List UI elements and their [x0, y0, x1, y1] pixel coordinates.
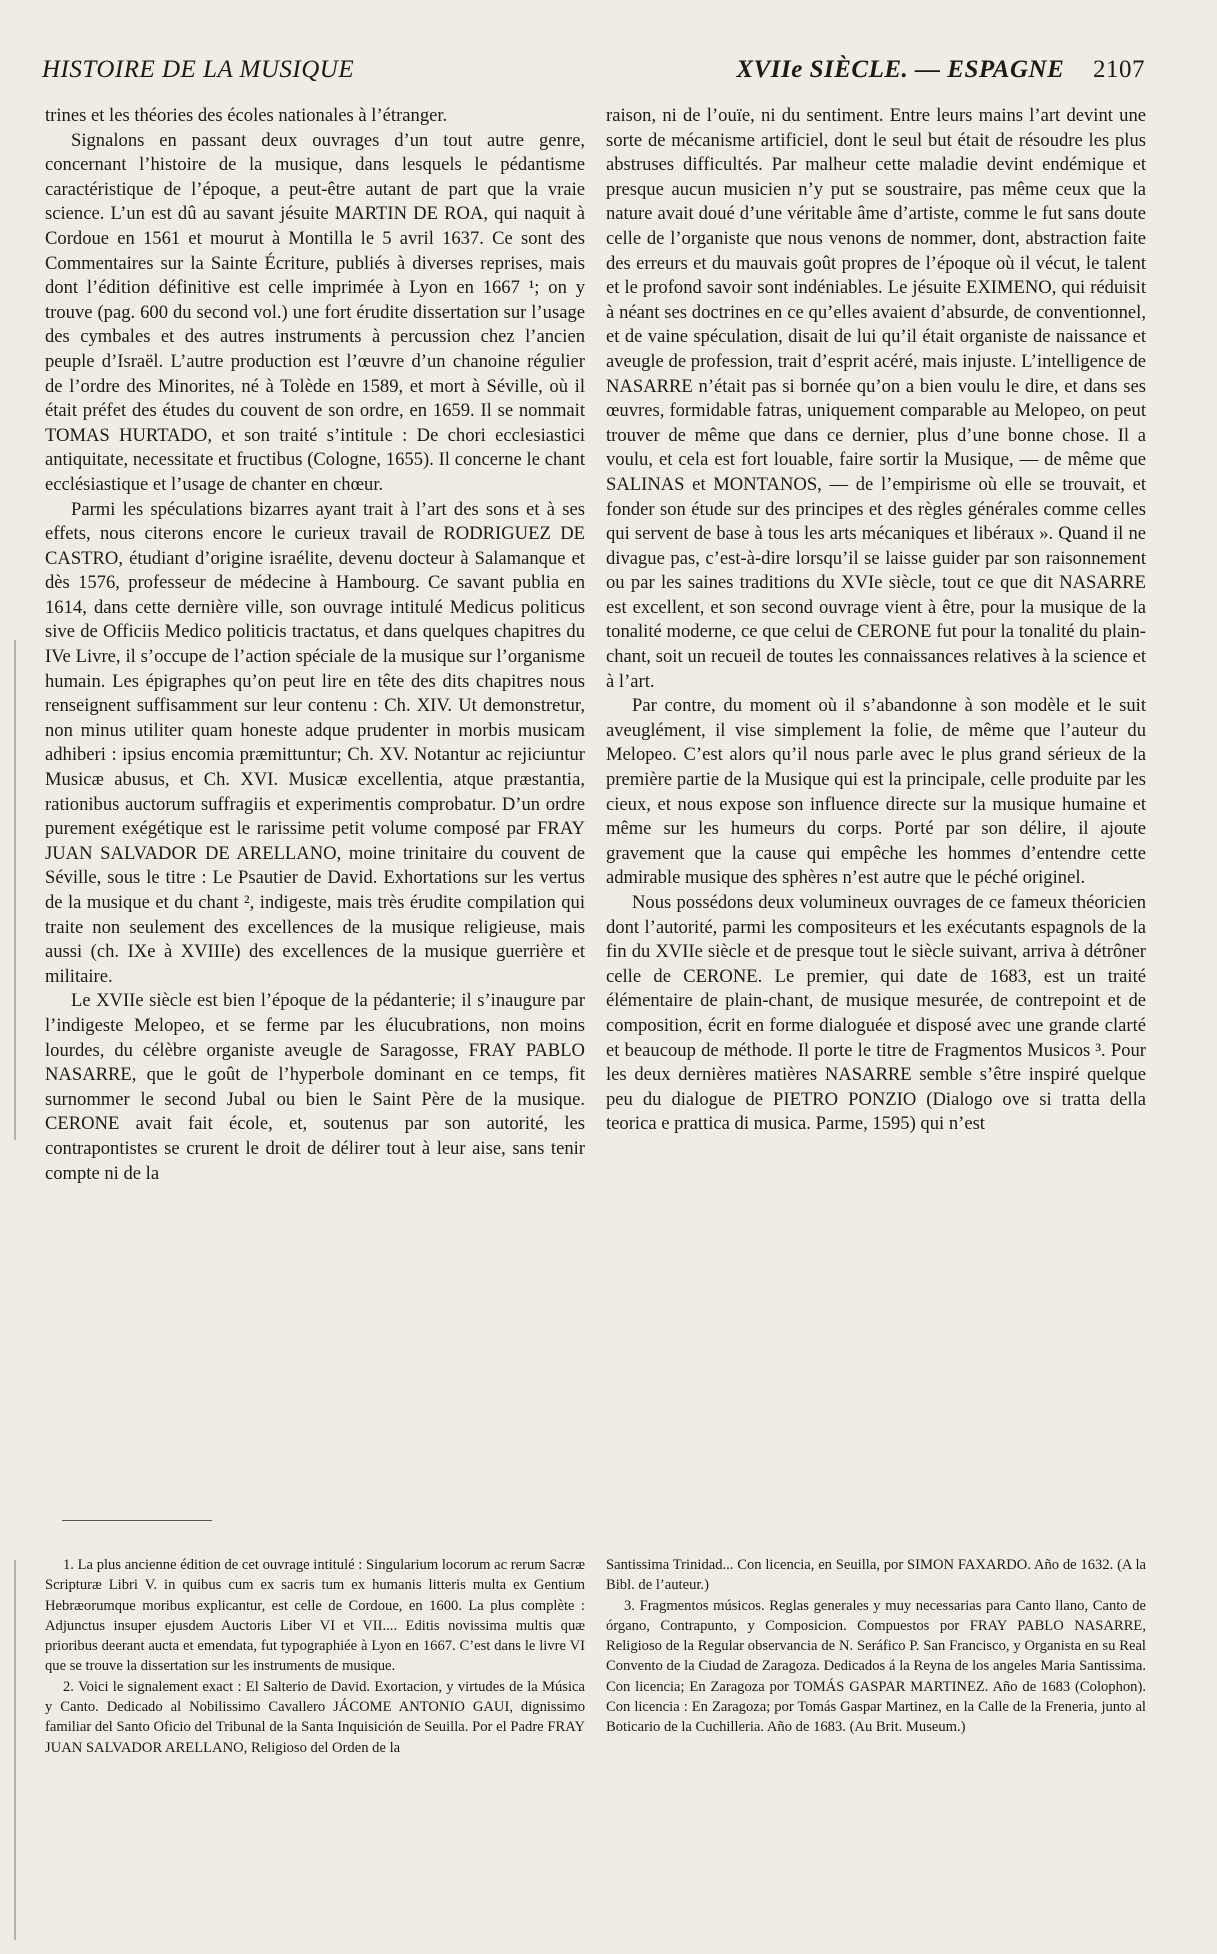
paragraph: Le XVIIe siècle est bien l’époque de la pédanterie; il s’inaugure par l’indigeste Melopeo, et se ferme par les élucubrations, non moins lourdes, du célèbre organiste aveugle de Saragosse, FRAY PABLO NASARRE, que le goût de l’hyperbole dominant en ce temps, fit surnommer le second Jubal ou bien le Saint Père de la musique. CERONE avait fait école, et, soutenus par son autorité, les contrapontistes se crurent le droit de délirer tout à leur aise, sans tenir compte ni de la: [45, 990, 585, 1184]
footnote: Santissima Trinidad... Con licencia, en Seuilla, por SIMON FAXARDO. Año de 1632. (A la Bibl. de l’auteur.): [606, 1557, 1146, 1594]
paragraph: Signalons en passant deux ouvrages d’un tout autre genre, concernant l’histoire de la musique, dans lesquels le pédantisme caractéristique de l’époque, a peut-être autant de part que la vraie science. L’un est dû au savant jésuite MARTIN DE ROA, qui naquit à Cordoue en 1561 et mourut à Montilla le 5 avril 1637. Ce sont des Commentaires sur la Sainte Écriture, publiés à diverses reprises, mais dont l’édition définitive est celle imprimée à Lyon en 1667 ¹; on y trouve (pag. 600 du second vol.) une fort érudite dissertation sur l’usage des cymbales et des autres instruments à percussion chez l’ancien peuple d’Israël. L’autre production est l’œuvre d’un chanoine régulier de l’ordre des Minorites, né à Tolède en 1589, et mort à Séville, où il était préfet des études du couvent de son ordre, en 1659. Il se nommait TOMAS HURTADO, et son traité s’intitule : De chori ecclesiastici antiquitate, necessitate et fructibus (Cologne, 1655). Il concerne le chant ecclésiastique et l’usage de chanter en chœur.: [45, 129, 585, 495]
right-column: [606, 104, 1146, 1137]
margin-mark: [14, 1560, 16, 1940]
paragraph: raison, ni de l’ouïe, ni du sentiment. Entre leurs mains l’art devint une sorte de mécanisme artificiel, dont le seul but était de résoudre les plus abstruses difficultés. Par malheur cette maladie devint endémique et presque aucun musicien n’y put se soustraire, pas même ceux que la nature avait doué d’une véritable âme d’artiste, comme le fut sans doute celle de l’organiste que nous venons de nommer, dont, abstraction faite des erreurs et du mauvais goût propres de l’époque où il vécut, le talent et le profond savoir sont indéniables. Le jésuite EXIMENO, qui réduisit à néant ses doctrines en ce qu’elles avaient d’absurde, de conventionnel, et de vaine spéculation, disait de lui qu’il était organiste de naissance et aveugle de profession, trait d’esprit acéré, mais injuste. L’intelligence de NASARRE n’était pas si bornée qu’on a bien voulu le dire, et dans ses œuvres, formidable fatras, uniquement comparable au Melopeo, on peut trouver de même que dans ce dernier, plus d’une bonne chose. Il a voulu, et cela est fort louable, faire sortir la Musique, — de même que SALINAS et MONTANOS, — de l’empirisme où elle se trouvait, et fonder son étude sur des principes et des règles générales comme celles qui servent de base à tous les arts mécaniques et libéraux ». Quand il ne divague pas, c’est-à-dire lorsqu’il se laisse guider par son raisonnement ou par les saines traditions du XVIe siècle, tout ce que dit NASARRE est excellent, et son second ouvrage vient à être, pour la musique de la tonalité moderne, ce que celui de CERONE fut pour la tonalité du plain-chant, soit un recueil de toutes les connaissances relatives à la science et à l’art.: [606, 105, 1146, 692]
running-header: [42, 52, 1145, 88]
header-title: HISTOIRE DE LA MUSIQUE: [42, 56, 355, 83]
margin-mark: [14, 640, 16, 1140]
page-number: 2107: [1093, 56, 1145, 83]
left-column: [45, 104, 585, 1186]
footnote: 1. La plus ancienne édition de cet ouvrage intitulé : Singularium locorum ac rerum Sacræ Scripturæ Libri V. in quibus cum ex sacris tum ex humanis litteris multa ex Gentium Hebræorumque moribus explicantur, est celle de Cordoue, en 1600. La plus complète : Adjunctus insuper ejusdem Auctoris Liber VI et VII.... Editis novissima multis quæ prioribus deerant aucta et emendata, fut typographiée à Lyon en 1667. C’est dans le livre VI que se trouve la dissertation sur les instruments de musique.: [45, 1557, 585, 1675]
paragraph: trines et les théories des écoles nationales à l’étranger.: [45, 105, 448, 126]
footnotes-right: [606, 1555, 1146, 1738]
footnote-rule: [62, 1520, 212, 1521]
footnote: 3. Fragmentos músicos. Reglas generales y muy necessarias para Canto llano, Canto de órgano, Contrapunto, y Composicion. Compuestos por FRAY PABLO NASARRE, Religioso de la Regular observancia de N. Seráfico P. San Francisco, y Organista en su Real Convento de la Ciudad de Zaragoza. Dedicados á la Reyna de los angeles Maria Santissima. Con licencia; En Zaragoza por TOMÁS GASPAR MARTINEZ. Año de 1683 (Colophon). Con licencia : En Zaragoza; por Tomás Gaspar Martinez, en la Calle de la Freneria, junto al Boticario de la Cuchilleria. Año de 1683. (Au Brit. Museum.): [606, 1597, 1146, 1736]
header-section: XVIIe SIÈCLE. — ESPAGNE: [736, 56, 1065, 83]
paragraph: Nous possédons deux volumineux ouvrages de ce fameux théoricien dont l’autorité, parmi les compositeurs et les exécutants espagnols de la fin du XVIIe siècle et de presque tout le siècle suivant, arriva à détrôner celle de CERONE. Le premier, qui date de 1683, est un traité élémentaire de plain-chant, de musique mesurée, de contrepoint et de composition, écrit en forme dialoguée et disposé avec une grande clarté et beaucoup de méthode. Il porte le titre de Fragmentos Musicos ³. Pour les deux dernières matières NASARRE semble s’être inspiré quelque peu du dialogue de PIETRO PONZIO (Dialogo ove si tratta della teorica e prattica di musica. Parme, 1595) qui n’est: [606, 892, 1146, 1135]
footnotes-left: [45, 1555, 585, 1758]
header-right: [736, 56, 1145, 84]
footnote: 2. Voici le signalement exact : El Salterio de David. Exortacion, y virtudes de la Música y Canto. Dedicado al Nobilissimo Cavallero JÁCOME ANTONIO GAUI, dignissimo familiar del Santo Oficio del Tribunal de la Santa Inquisición de Seuilla. Por el Padre FRAY JUAN SALVADOR ARELLANO, Religioso del Orden de la: [45, 1678, 585, 1756]
paragraph: Parmi les spéculations bizarres ayant trait à l’art des sons et à ses effets, nous citerons encore le curieux travail de RODRIGUEZ DE CASTRO, étudiant d’origine israélite, devenu docteur à Salamanque et dès 1576, professeur de médecine à Hambourg. Ce savant publia en 1614, dans cette dernière ville, son ouvrage intitulé Medicus politicus sive de Officiis Medico politicis tractatus, et dans quelques chapitres du IVe Livre, il s’occupe de l’action spéciale de la musique sur l’organisme humain. Les épigraphes qu’on peut lire en tête des dits chapitres nous renseignent suffisamment sur leur contenu : Ch. XIV. Ut demonstretur, non minus utiliter quam honeste adque prudenter in morbis musicam adhiberi : ipsius encomia præmittuntur; Ch. XV. Notantur ac rejiciuntur Musicæ abusus, et Ch. XVI. Musicæ excellentia, atque præstantia, rationibus auctorum suffragiis et experimentis comprobatur. D’un ordre purement exégétique est le rarissime petit volume composé par FRAY JUAN SALVADOR DE ARELLANO, moine trinitaire du couvent de Séville, sous le titre : Le Psautier de David. Exhortations sur les vertus de la musique et du chant ², indigeste, mais très érudite compilation qui traite non seulement des excellences de la musique religieuse, mais aussi (ch. IXe à XVIIIe) des excellences de la musique guerrière et militaire.: [45, 498, 585, 987]
paragraph: Par contre, du moment où il s’abandonne à son modèle et le suit aveuglément, il vise simplement la folie, de même que l’auteur du Melopeo. C’est alors qu’il nous parle avec le plus grand sérieux de la première partie de la Musique qui est la principale, celle produite par les cieux, et nous expose son influence directe sur la musique humaine et même sur les humeurs du corps. Porté par son délire, il ajoute gravement que la cause qui empêche les hommes d’entendre cette admirable musique des sphères n’est autre que le péché originel.: [606, 695, 1146, 889]
